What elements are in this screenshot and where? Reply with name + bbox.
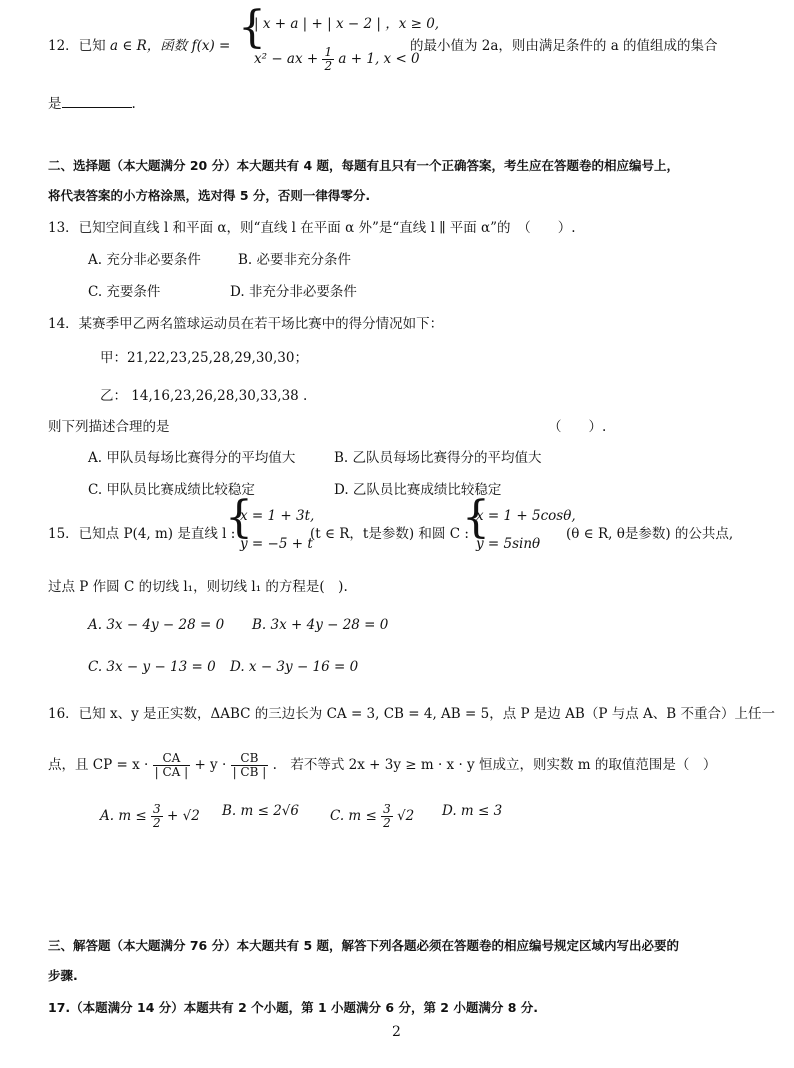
q15-circle-brace: { bbox=[462, 492, 490, 543]
q13-option-a: A. 充分非必要条件 bbox=[88, 252, 201, 268]
q16-a-post: + √2 bbox=[166, 808, 200, 824]
q15-circle-eq1: x = 1 + 5cosθ, bbox=[476, 508, 576, 524]
q16-a-frac-den: 2 bbox=[153, 816, 161, 830]
q12-func-name: f(x) = bbox=[191, 38, 231, 54]
q13-option-d: D. 非充分非必要条件 bbox=[230, 284, 357, 300]
q16-frac-cb-den: | CB | bbox=[232, 765, 267, 779]
sec2-line2: 将代表答案的小方格涂黑，选对得 5 分，否则一律得零分. bbox=[48, 188, 371, 203]
q16-pre: 点，且 CP = x · bbox=[48, 757, 149, 773]
q14-ask: 则下列描述合理的是 bbox=[48, 419, 170, 435]
q12-line2-text: 是 bbox=[48, 96, 62, 112]
q12-prefix: 12．已知 bbox=[48, 38, 106, 54]
q15-option-c: C. 3x − y − 13 = 0 bbox=[88, 659, 216, 675]
q13-stem: 13．已知空间直线 l 和平面 α，则“直线 l 在平面 α 外”是“直线 l ∥ 平面 α”的 （ ）. bbox=[48, 220, 576, 236]
q14-stem: 14．某赛季甲乙两名篮球运动员在若干场比赛中的得分情况如下： bbox=[48, 316, 444, 332]
q13-option-b: B. 必要非充分条件 bbox=[238, 252, 352, 268]
q15-option-b: B. 3x + 4y − 28 = 0 bbox=[252, 617, 389, 633]
q12-frac-num: 1 bbox=[324, 45, 333, 59]
q16-frac-ca-num: CA bbox=[153, 752, 191, 766]
q12-case2 bbox=[254, 46, 420, 73]
q12-case2-b: a + 1, x < 0 bbox=[338, 51, 420, 67]
q16-c-frac-den: 2 bbox=[383, 816, 391, 830]
q16-option-b: B. m ≤ 2√6 bbox=[222, 803, 299, 819]
q15-line-eq1: x = 1 + 3t, bbox=[240, 508, 315, 524]
q14-option-b: B. 乙队员每场比赛得分的平均值大 bbox=[334, 450, 542, 466]
q16-post: . 若不等式 2x + 3y ≥ m · x · y 恒成立，则实数 m 的取值范围是（ ） bbox=[272, 757, 717, 773]
q12-case1: | x + a | + | x − 2 | ，x ≥ 0, bbox=[254, 16, 440, 32]
q12-fraction bbox=[322, 46, 334, 73]
q16-c-post: √2 bbox=[397, 808, 415, 824]
sec3-line2: 步骤. bbox=[48, 968, 78, 983]
q17-stem: 17.（本题满分 14 分）本题共有 2 个小题，第 1 小题满分 6 分，第 2 小题满分 8 分. bbox=[48, 1000, 538, 1015]
page-number: 2 bbox=[392, 1024, 401, 1040]
sec3-line1: 三、解答题（本大题满分 76 分）本大题共有 5 题，解答下列各题必须在答题卷的相应编号规定区域内写出必要的 bbox=[48, 938, 680, 953]
q12-end: . bbox=[131, 96, 136, 112]
q12-post: 的最小值为 2a，则由满足条件的 a 的值组成的集合 bbox=[410, 38, 718, 54]
q16-c-frac bbox=[381, 803, 393, 830]
q15-line-eq2: y = −5 + t bbox=[240, 536, 313, 552]
q16-option-c bbox=[330, 803, 414, 830]
q16-line1: 16．已知 x、y 是正实数，ΔABC 的三边长为 CA = 3, CB = 4, AB = 5，点 P 是边 AB（P 与点 A、B 不重合）上任一 bbox=[48, 706, 775, 722]
q15-post: (θ ∈ R, θ是参数) 的公共点, bbox=[566, 526, 734, 542]
q16-frac-cb-num: CB bbox=[231, 752, 269, 766]
q14-option-c: C. 甲队员比赛成绩比较稳定 bbox=[88, 482, 255, 498]
q15-option-d: D. x − 3y − 16 = 0 bbox=[230, 659, 359, 675]
q14-jia: 甲：21,22,23,25,28,29,30,30； bbox=[100, 350, 308, 366]
q16-plus: + y · bbox=[194, 757, 227, 773]
q16-a-frac bbox=[151, 803, 163, 830]
q14-paren: （ ）. bbox=[548, 419, 607, 435]
q16-option-d: D. m ≤ 3 bbox=[442, 803, 503, 819]
sec2-line1: 二、选择题（本大题满分 20 分）本大题共有 4 题，每题有且只有一个正确答案，考生应在答题卷的相应编号上， bbox=[48, 158, 680, 173]
q15-middle: (t ∈ R，t是参数) 和圆 C : bbox=[310, 526, 469, 542]
q16-c-pre: C. m ≤ bbox=[330, 808, 377, 824]
q14-option-a: A. 甲队员每场比赛得分的平均值大 bbox=[88, 450, 296, 466]
q15-prefix: 15．已知点 P(4, m) 是直线 l : bbox=[48, 526, 236, 542]
q16-line2 bbox=[48, 752, 716, 779]
q15-option-a: A. 3x − 4y − 28 = 0 bbox=[88, 617, 225, 633]
q12-line1 bbox=[48, 34, 230, 54]
q15-line-brace: { bbox=[225, 492, 253, 543]
q16-frac-cb bbox=[231, 752, 269, 779]
q12-brace: { bbox=[238, 2, 266, 53]
q14-yi: 乙： 14,16,23,26,28,30,33,38 . bbox=[100, 388, 308, 404]
q15-circle-eq2: y = 5sinθ bbox=[476, 536, 541, 552]
q12-frac-den: 2 bbox=[324, 59, 333, 73]
q14-option-d: D. 乙队员比赛成绩比较稳定 bbox=[334, 482, 502, 498]
answer-blank bbox=[62, 95, 132, 108]
q16-c-frac-num: 3 bbox=[383, 802, 391, 816]
q16-a-frac-num: 3 bbox=[153, 802, 161, 816]
q15-line2: 过点 P 作圆 C 的切线 l₁，则切线 l₁ 的方程是( ). bbox=[48, 579, 348, 595]
q12-condition: a ∈ R，函数 bbox=[109, 38, 188, 54]
q13-option-c: C. 充要条件 bbox=[88, 284, 161, 300]
q16-a-pre: A. m ≤ bbox=[100, 808, 147, 824]
q12-line2 bbox=[48, 92, 136, 112]
q16-option-a bbox=[100, 803, 200, 830]
q16-frac-ca-den: | CA | bbox=[154, 765, 189, 779]
q16-frac-ca bbox=[153, 752, 191, 779]
q12-case2-a: x² − ax + bbox=[254, 51, 319, 67]
